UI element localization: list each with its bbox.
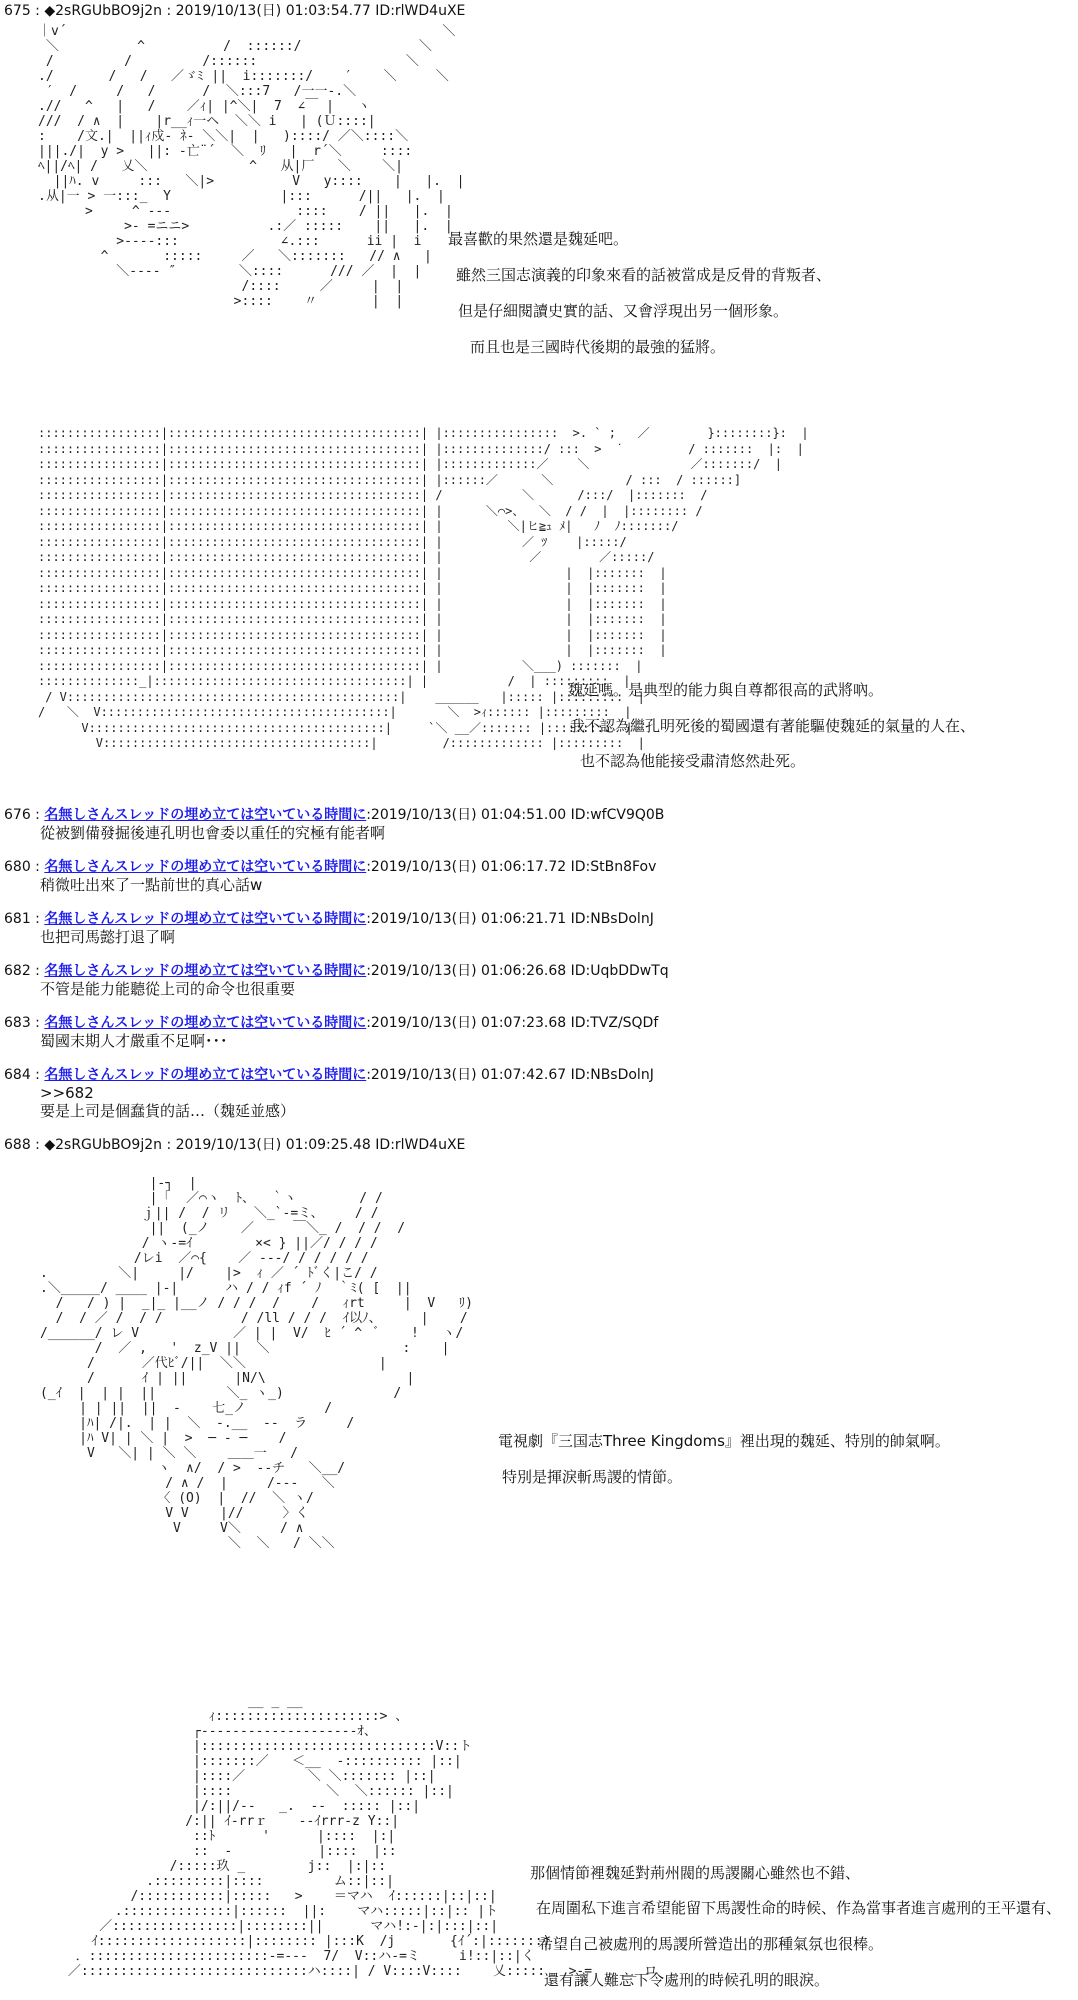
- post-body-line: 從被劉備發掘後連孔明也會委以重任的究極有能者啊: [40, 824, 386, 842]
- ascii-art-4: __ _ __ ｨ:::::::::::::::::::::> 、 ┌‐‐‐‐‐‐‐‐‐‐‐‐‐‐‐‐‐‐‐‐ｵ、 |::::::::::::::::::::::::::::::V::ト |:::::::／ ＜__ ‐:::::::::: |::| |::::／ ＼ ＼::::::: |::| |:::: ＼ ＼:::::: |::| |/:||/‐‐ _. ‐‐ ::::: |::| /:|| ｲ‐rrｒ ‐‐ｲrrr‐z Y::| ::ﾄ ' |:::: |:| :: ‐ |:::: |:: /:::::玖 _ j:: |:|:: .:::::::::|:::: ム::|::| /:::::::::::|::::: > ＝マハ ｲ::::::|::|::| .::::::::::::::|:::::: ||: マハ:::::|::|:: |ト ／::::::::::::::::|::::::::|| マハ!:‐|:|:::|::| ｲ:::::::::::::::::::|:::::::: |:::K /j {ｲ´:|:::::::) ．:::::::::::::::::::::::‐=‐‐‐ 7/ V::ハ‐=ミ i!::|::|く ／:::::::::::::::::::::::::::::ハ::::| / V::::V:::: 乂::::: >‐= ＿ ロ: [67, 1694, 658, 1979]
- poster-name-link[interactable]: 名無しさんスレッドの埋め立ては空いている時間に: [44, 859, 367, 875]
- post-date-id: 2019/10/13(日) 01:03:54.77 ID:rlWD4uXE: [175, 3, 466, 19]
- post-number: 680: [4, 859, 31, 875]
- post-date-id: :2019/10/13(日) 01:06:26.68 ID:UqbDDwTq: [366, 963, 669, 979]
- post-number: 684: [4, 1067, 31, 1083]
- post-header-681: 681 : 名無しさんスレッドの埋め立ては空いている時間に:2019/10/13(日) 01:06:21.71 ID:NBsDolnJ: [4, 911, 654, 927]
- post-body-line: 也把司馬懿打退了啊: [40, 928, 176, 946]
- poster-name-link[interactable]: 名無しさんスレッドの埋め立ては空いている時間に: [44, 1067, 367, 1083]
- post-header-683: 683 : 名無しさんスレッドの埋め立ては空いている時間に:2019/10/13(日) 01:07:23.68 ID:TVZ/SQDf: [4, 1015, 659, 1031]
- post-date-id: :2019/10/13(日) 01:06:17.72 ID:StBn8Fov: [366, 859, 657, 875]
- dialogue-line: 雖然三国志演義的印象來看的話被當成是反骨的背叛者、: [456, 266, 832, 284]
- dialogue-line: 電視劇『三国志Three Kingdoms』裡出現的魏延、特別的帥氣啊。: [498, 1432, 950, 1450]
- poster-name-link[interactable]: 名無しさんスレッドの埋め立ては空いている時間に: [44, 963, 367, 979]
- post-body-line: 蜀國末期人才嚴重不足啊･･･: [40, 1032, 228, 1050]
- post-reply-anchor[interactable]: >>682: [40, 1084, 94, 1102]
- poster-name-link[interactable]: 名無しさんスレッドの埋め立ては空いている時間に: [44, 807, 367, 823]
- poster-name-link[interactable]: 名無しさんスレッドの埋め立ては空いている時間に: [44, 1015, 367, 1031]
- post-header-688: 688 : ◆2sRGUbBO9j2n : 2019/10/13(日) 01:09:25.48 ID:rlWD4uXE: [4, 1137, 466, 1153]
- post-number: 676: [4, 807, 31, 823]
- post-date-id: :2019/10/13(日) 01:07:23.68 ID:TVZ/SQDf: [366, 1015, 659, 1031]
- post-date-id: :2019/10/13(日) 01:06:21.71 ID:NBsDolnJ: [366, 911, 654, 927]
- post-body-line: 不管是能力能聽從上司的命令也很重要: [40, 980, 296, 998]
- post-header-676: 676 : 名無しさんスレッドの埋め立ては空いている時間に:2019/10/13(日) 01:04:51.00 ID:wfCV9Q0B: [4, 807, 665, 823]
- dialogue-line: 但是仔細閱讀史實的話、又會浮現出另一個形象。: [458, 302, 789, 320]
- post-number: 688: [4, 1137, 31, 1153]
- post-number: 675: [4, 3, 31, 19]
- dialogue-line: 希望自己被處刑的馬謖所營造出的那種氣氛也很棒。: [538, 1935, 884, 1953]
- dialogue-line: 那個情節裡魏延對荊州閥的馬謖關心雖然也不錯、: [530, 1864, 861, 1882]
- poster-name-link[interactable]: 名無しさんスレッドの埋め立ては空いている時間に: [44, 911, 367, 927]
- post-header-684: 684 : 名無しさんスレッドの埋め立ては空いている時間に:2019/10/13(日) 01:07:42.67 ID:NBsDolnJ: [4, 1067, 654, 1083]
- dialogue-line: 我不認為繼孔明死後的蜀國還有著能驅使魏延的氣量的人在、: [570, 717, 976, 735]
- ascii-art-3: |‐┐ | |「 ／⌒ヽ ﾄ、 ｀ヽ / / ｊ|| / / リ ＼_`‐=ミ、 / / || (_ノ ／ ￣＼_ / / / / / ヽ‐=ｲ ×< } ||／/ / / / /レi ／⌒{ ／ ‐‐‐/ / / / / / . ＼| |/ |> ｨ ／ ´ ﾄﾞく|こ/ / .＼_____/ ____ |‐| ハ / / ｨf ´ ﾉ ｀ﾐ( [ || / / ) | _|_ |__ノ / / / / / ｨrt | V ﾘ) / / ／ / / / / /ll / / / ｲ以ﾉ、 | / /______/ レ V ／ | | V/ ﾋ ´ ^ ﾞ ! ヽ/ / ／ , ' z_V || ＼ : | / ／代ﾋﾞ/|| ＼＼ | / ｲ | || |N/\ | (_ｲ | | | || ＼_ ヽ_) / | | || || ‐ 七_ノ / |ﾊ| /|. | | ＼ ‐.__ ‐‐ ラ / |ﾊ V| | ＼ | > ─ ‐ ─ / V ＼| | ＼ ＼ ＿＿一 / ヽ ∧/ / > ‐‐チ ＼__/ / ∧ / | /‐‐‐ ＼ 〈 (O) | // ＼ ヽ/ V V |// 〉く V V＼ / ∧ ＼ ＼ / ＼＼: [40, 1176, 473, 1551]
- dialogue-line: 特別是揮淚斬馬謖的情節。: [502, 1468, 683, 1486]
- dialogue-line: 最喜歡的果然還是魏延吧。: [448, 230, 629, 248]
- dialogue-line: 而且也是三國時代後期的最強的猛將。: [470, 338, 726, 356]
- post-number: 681: [4, 911, 31, 927]
- post-number: 683: [4, 1015, 31, 1031]
- poster-name: ◆2sRGUbBO9j2n: [44, 3, 162, 19]
- post-date-id: 2019/10/13(日) 01:09:25.48 ID:rlWD4uXE: [175, 1137, 466, 1153]
- post-number: 682: [4, 963, 31, 979]
- post-date-id: :2019/10/13(日) 01:07:42.67 ID:NBsDolnJ: [366, 1067, 654, 1083]
- ascii-art-1: ｜v´ ＼ ＼ ^ / ::::::/ ＼ / / /:::::: ＼ ./ / / ／ゞﾐ || i:::::::/ ′ ＼ ＼ ′ / / / / ＼:::7 /一一-.＼ .// ^ | / ／ｨ| |^＼| 7 ∠￣ | ヽ /// / ∧ | |r__ｨ一ヘ ＼＼ i | (Ｕ::::| : /文.| ||ｨ戍‐ ﾈ‐ ＼＼| | )::::/ ／＼::::＼ |||./| y > ||: ‐亡¨´ ＼ ﾘ | r´＼ :::: ﾍ||/ﾍ| / 乂＼ ^ 从|厂 ＼ ＼| ||ﾊ. v ::: ＼|> V y:::: | |. | .从|一 > 一:::_ Y |::: /|| |. | > ^ ‐‐‐ :::: / || |. | >‐ =ニニ> .:／ ::::: || |. | >‐‐‐‐::: ∠.::: ii | i ^ ::::: ／ ＼::::::: // ∧ | ＼‐‐‐‐ ″ ＼:::: /// ／ | | /:::: ／ | | >:::: 〃 | |: [38, 24, 465, 309]
- poster-name: ◆2sRGUbBO9j2n: [44, 1137, 162, 1153]
- post-body-line: 稍微吐出來了一點前世的真心話w: [40, 876, 263, 894]
- dialogue-line: 還有讓人難忘下令處刑的時候孔明的眼淚。: [544, 1971, 830, 1989]
- post-header-682: 682 : 名無しさんスレッドの埋め立ては空いている時間に:2019/10/13(日) 01:06:26.68 ID:UqbDDwTq: [4, 963, 669, 979]
- post-header-675: 675 : ◆2sRGUbBO9j2n : 2019/10/13(日) 01:03:54.77 ID:rlWD4uXE: [4, 3, 466, 19]
- post-header-680: 680 : 名無しさんスレッドの埋め立ては空いている時間に:2019/10/13(日) 01:06:17.72 ID:StBn8Fov: [4, 859, 657, 875]
- post-body-line: 要是上司是個蠢貨的話…（魏延並感）: [40, 1102, 296, 1120]
- dialogue-line: 也不認為他能接受肅清悠然赴死。: [580, 752, 806, 770]
- post-date-id: :2019/10/13(日) 01:04:51.00 ID:wfCV9Q0B: [366, 807, 665, 823]
- dialogue-line: 魏延嗎。是典型的能力與自尊都很高的武將吶。: [568, 681, 884, 699]
- ascii-art-2: :::::::::::::::::|:::::::::::::::::::::::::::::::::::| |:::::::::::::::: >. ` ; ／ }::::::::}: | :::::::::::::::::|:::::::::::::::::::::::::::::::::::| |::::::::::::::/ ::: > ˙ / ::::::: |: | :::::::::::::::::|:::::::::::::::::::::::::::::::::::| |:::::::::::::／ ＼ ／:::::::/ | :::::::::::::::::|:::::::::::::::::::::::::::::::::::| |::::::／ ＼ / ::: / ::::::] :::::::::::::::::|:::::::::::::::::::::::::::::::::::| / ＼ /:::/ |::::::: / :::::::::::::::::|:::::::::::::::::::::::::::::::::::| | ＼⌒>、 ＼ / / | |:::::::: / :::::::::::::::::|:::::::::::::::::::::::::::::::::::| | ＼|ヒ≧ｭ ﾒ| ﾉ ﾉ:::::::/ :::::::::::::::::|:::::::::::::::::::::::::::::::::::| | ／ ﾂ |:::::/ :::::::::::::::::|:::::::::::::::::::::::::::::::::::| | ／ ／:::::/ :::::::::::::::::|:::::::::::::::::::::::::::::::::::| | | |::::::: | :::::::::::::::::|:::::::::::::::::::::::::::::::::::| | | |::::::: | :::::::::::::::::|:::::::::::::::::::::::::::::::::::| | | |::::::: | :::::::::::::::::|:::::::::::::::::::::::::::::::::::| | | |::::::: | :::::::::::::::::|:::::::::::::::::::::::::::::::::::| | | |::::::: | :::::::::::::::::|:::::::::::::::::::::::::::::::::::| | | |::::::: | :::::::::::::::::|:::::::::::::::::::::::::::::::::::| | ＼___) ::::::: | ::::::::::::::_|:::::::::::::::::::::::::::::::::::| | / | ::::::::: | / V::::::::::::::::::::::::::::::::::::::::::::::| ______ |::::: |::::::::: | / ＼ V::::::::::::::::::::::::::::::::::::::::| ＼ >ｨ:::::: |::::::::: | V:::::::::::::::::::::::::::::::::::::::::| `＼ __／::::::: |::::::::: | V:::::::::::::::::::::::::::::::::::::| /::::::::::::: |::::::::: |: [38, 426, 809, 750]
- dialogue-line: 在周圍私下進言希望能留下馬謖性命的時候、作為當事者進言處刑的王平還有、: [536, 1899, 1062, 1917]
